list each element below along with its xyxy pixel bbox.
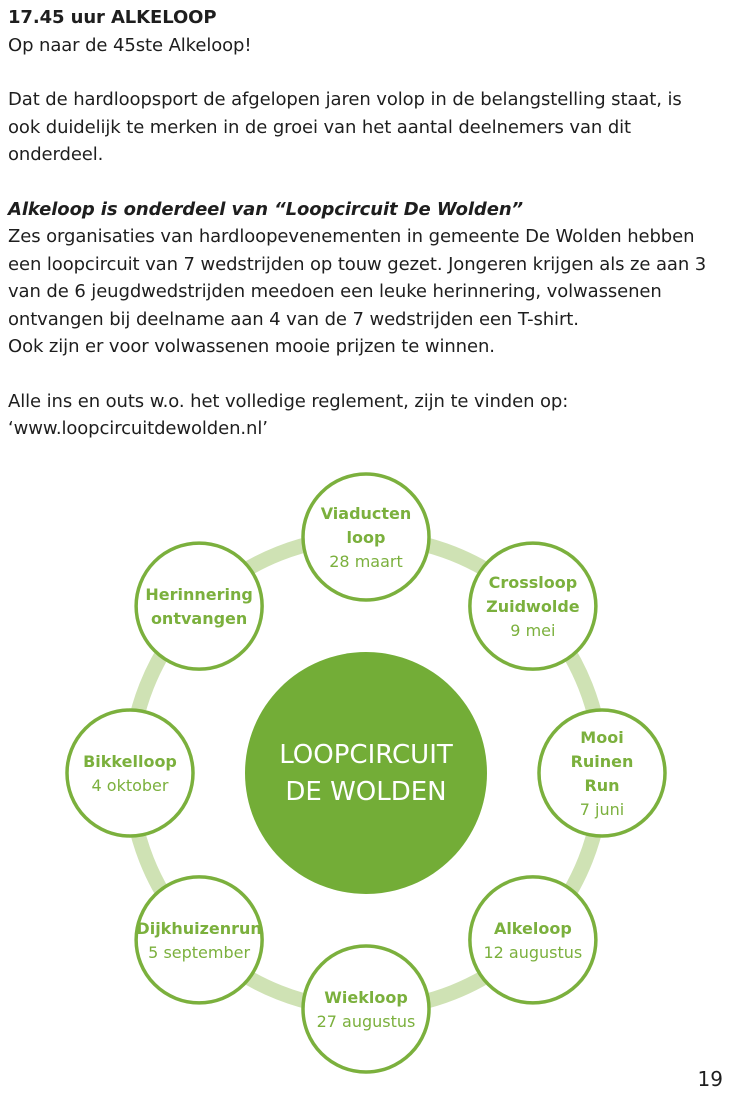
race-node-label: Wiekloop xyxy=(324,988,408,1007)
race-node-circle xyxy=(303,946,429,1072)
circuit-line-3: van de 6 jeugdwedstrijden meedoen een leuke herinnering, volwassenen xyxy=(8,281,662,302)
race-node-crossloop xyxy=(470,543,596,669)
intro-line-3: onderdeel. xyxy=(8,144,104,165)
race-node-label: ontvangen xyxy=(150,609,248,629)
circuit-line-5: Ook zijn er voor volwassenen mooie prijzen te winnen. xyxy=(8,336,495,357)
race-node-label: Dijkhuizenrun xyxy=(136,918,262,938)
race-node-herinnering xyxy=(136,543,262,669)
circuit-line-2: een loopcircuit van 7 wedstrijden op touw gezet. Jongeren krijgen als ze aan 3 xyxy=(8,253,707,275)
center-disc xyxy=(245,652,487,894)
race-node-label: Ruinen xyxy=(570,752,634,771)
race-node-date: 28 maart xyxy=(329,552,403,571)
page-number: 19 xyxy=(697,1067,723,1091)
race-node-date: 7 juni xyxy=(579,800,625,819)
intro-line-1: Dat de hardloopsport de afgelopen jaren volop in de belangstelling staat, is xyxy=(8,89,682,110)
race-node-date: 4 oktober xyxy=(91,776,169,795)
race-node-label: Bikkelloop xyxy=(83,752,177,771)
race-node-date: 12 augustus xyxy=(483,942,583,962)
race-node-wiekloop xyxy=(303,946,429,1072)
race-node-date: 9 mei xyxy=(510,621,556,641)
race-node-label: Zuidwolde xyxy=(486,597,580,617)
info-line-1: Alle ins en outs w.o. het volledige reglement, zijn te vinden op: xyxy=(8,390,569,412)
circuit-line-1: Zes organisaties van hardloopevenementen in gemeente De Wolden hebben xyxy=(8,226,695,247)
race-node-label: Run xyxy=(584,776,620,795)
race-node-mooi-ruinen-run xyxy=(539,710,665,836)
race-node-date: 5 september xyxy=(148,942,251,962)
event-subtitle: Op naar de 45ste Alkeloop! xyxy=(8,34,252,56)
race-node-label: loop xyxy=(346,528,386,547)
race-node-circle xyxy=(136,543,262,669)
center-label-line-2: DE WOLDEN xyxy=(285,777,447,807)
info-website: ‘www.loopcircuitdewolden.nl’ xyxy=(8,418,268,439)
race-node-label: Mooi xyxy=(580,728,624,747)
race-node-label: Crossloop xyxy=(488,573,578,593)
center-circle xyxy=(245,652,487,894)
race-node-alkeloop xyxy=(470,877,596,1003)
race-node-dijkhuizenrun xyxy=(136,877,262,1003)
race-node-label: Viaducten xyxy=(320,504,412,523)
race-node-circle xyxy=(470,877,596,1003)
race-node-viaducten xyxy=(303,474,429,600)
race-node-bikkelloop xyxy=(67,710,193,836)
race-node-label: Herinnering xyxy=(145,585,253,605)
race-node-label: Alkeloop xyxy=(493,918,572,938)
race-node-circle xyxy=(67,710,193,836)
event-title: 17.45 uur ALKELOOP xyxy=(8,7,217,28)
intro-line-2: ook duidelijk te merken in de groei van het aantal deelnemers van dit xyxy=(8,116,632,138)
race-node-circle xyxy=(136,877,262,1003)
circuit-line-4: ontvangen bij deelname aan 4 van de 7 wedstrijden een T-shirt. xyxy=(8,308,579,330)
center-label-line-1: LOOPCIRCUIT xyxy=(279,740,453,770)
circuit-heading: Alkeloop is onderdeel van “Loopcircuit De Wolden” xyxy=(8,198,524,220)
race-node-date: 27 augustus xyxy=(316,1012,416,1031)
